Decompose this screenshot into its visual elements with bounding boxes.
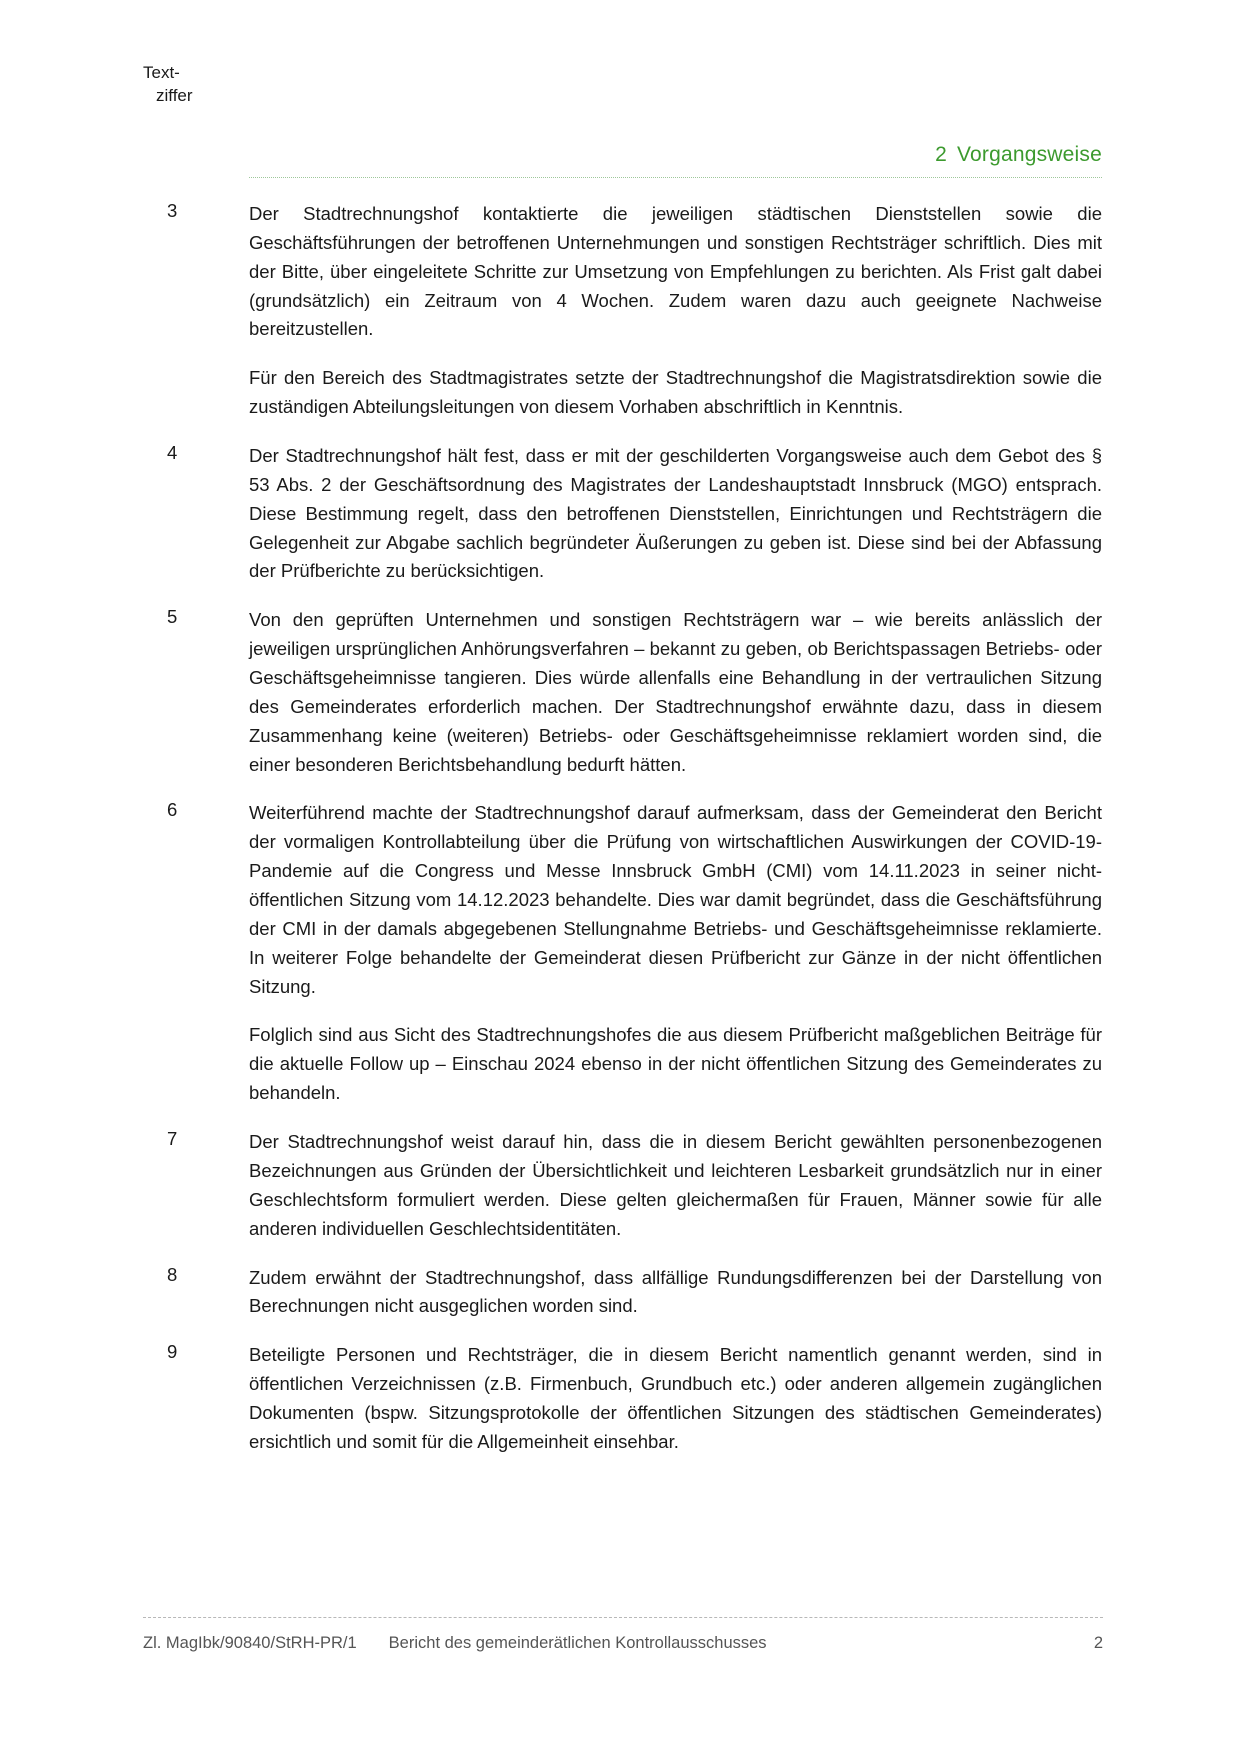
footer-page-number: 2 [1093,1634,1103,1652]
paragraph-text: Der Stadtrechnungshof hält fest, dass er mit der geschilderten Vorgangsweise auch dem Gebot des § 53 Abs. 2 der Geschäftsordnung des Magistrates der Landeshauptstadt Innsbruck (MGO) entsprach. Diese Bestimmung regelt, dass den betroffenen Dienststellen, Einrichtungen und Rechtsträgern die Gelegenheit zur Abgabe sachlich begründeter Äußerungen zu geben ist. Diese sind bei der Abfassung der Prüfberichte zu berücksichtigen. [249,445,1102,582]
textziffer-number: 6 [167,799,178,821]
textziffer-number: 9 [167,1341,178,1363]
margin-caption-line1: Text- [143,63,180,82]
textziffer-number: 7 [167,1128,178,1150]
paragraph-block [0,442,1241,586]
paragraph-text: Für den Bereich des Stadtmagistrates setzte der Stadtrechnungshof die Magistratsdirektion sowie die zuständigen Abteilungsleitungen von diesem Vorhaben abschriftlich in Kenntnis. [249,367,1102,418]
margin-caption [143,62,238,108]
paragraph-block [0,200,1241,422]
paragraph-text: Zudem erwähnt der Stadtrechnungshof, dass allfällige Rundungsdifferenzen bei der Darstellung von Berechnungen nicht ausgeglichen worden sind. [249,1266,1102,1317]
paragraph-block [0,606,1241,779]
paragraph-text: Der Stadtrechnungshof kontaktierte die jeweiligen städtischen Dienststellen sowie die Geschäftsführungen der betroffenen Unternehmungen und sonstigen Rechtsträger schriftlich. Dies mit der Bitte, über eingeleitete Schritte zur Umsetzung von Empfehlungen zu berichten. Als Frist galt dabei (grundsätzlich) ein Zeitraum von 4 Wochen. Zudem waren dazu auch geeignete Nachweise bereitzustellen. [249,203,1102,340]
footer-title: Bericht des gemeinderätlichen Kontrollausschusses [388,1634,767,1652]
paragraph-text: Weiterführend machte der Stadtrechnungshof darauf aufmerksam, dass der Gemeinderat den Bericht der vormaligen Kontrollabteilung über die Prüfung von wirtschaftlichen Auswirkungen der COVID-19-Pandemie auf die Congress und Messe Innsbruck GmbH (CMI) vom 14.11.2023 in seiner nicht-öffentlichen Sitzung vom 14.12.2023 behandelte. Dies war damit begründet, dass die Geschäftsführung der CMI in der damals abgegebenen Stellungnahme Betriebs- und Geschäftsgeheimnisse reklamierte. In weiterer Folge behandelte der Gemeinderat diesen Prüfbericht zur Gänze in der nicht öffentlichen Sitzung. [249,802,1102,997]
paragraph-block [0,799,1241,1108]
page-footer [143,1634,1103,1653]
footer-document-id: Zl. MagIbk/90840/StRH-PR/1 [143,1634,357,1652]
footer-divider [143,1617,1103,1618]
header-divider [249,177,1102,178]
section-number: 2 [935,143,947,166]
textziffer-number: 5 [167,606,178,628]
paragraph-text: Der Stadtrechnungshof weist darauf hin, dass die in diesem Bericht gewählten personenbezogenen Bezeichnungen aus Gründen der Übersichtlichkeit und leichteren Lesbarkeit grundsätzlich nur in einer Geschlechtsform formuliert werden. Diese gelten gleichermaßen für Frauen, Männer sowie für alle anderen individuellen Geschlechtsidentitäten. [249,1131,1102,1239]
paragraph-text: Von den geprüften Unternehmen und sonstigen Rechtsträgern war – wie bereits anlässlich der jeweiligen ursprünglichen Anhörungsverfahren – bekannt zu geben, ob Berichtspassagen Betriebs- oder Geschäftsgeheimnisse tangieren. Dies würde allenfalls eine Behandlung in der vertraulichen Sitzung des Gemeinderates erforderlich machen. Der Stadtrechnungshof erwähnte dazu, dass in diesem Zusammenhang keine (weiteren) Betriebs- oder Geschäftsgeheimnisse reklamiert worden sind, die einer besonderen Berichtsbehandlung bedurft hätten. [249,609,1102,775]
document-body [0,200,1241,1477]
textziffer-number: 8 [167,1263,178,1285]
paragraph-block [0,1264,1241,1322]
margin-caption-line2: ziffer [156,85,193,105]
section-header [249,143,1102,167]
paragraph-block [0,1341,1241,1456]
textziffer-number: 4 [167,442,178,464]
paragraph-text: Beteiligte Personen und Rechtsträger, die in diesem Bericht namentlich genannt werden, sind in öffentlichen Verzeichnissen (z.B. Firmenbuch, Grundbuch etc.) oder anderen allgemein zugänglichen Dokumenten (bspw. Sitzungsprotokolle der öffentlichen Sitzungen des städtischen Gemeinderates) ersichtlich und somit für die Allgemeinheit einsehbar. [249,1344,1102,1452]
paragraph-block [0,1128,1241,1243]
textziffer-number: 3 [167,200,178,221]
section-title: Vorgangsweise [956,143,1102,166]
paragraph-text: Folglich sind aus Sicht des Stadtrechnungshofes die aus diesem Prüfbericht maßgeblichen Beiträge für die aktuelle Follow up – Einschau 2024 ebenso in der nicht öffentlichen Sitzung des Gemeinderates zu behandeln. [249,1024,1102,1104]
